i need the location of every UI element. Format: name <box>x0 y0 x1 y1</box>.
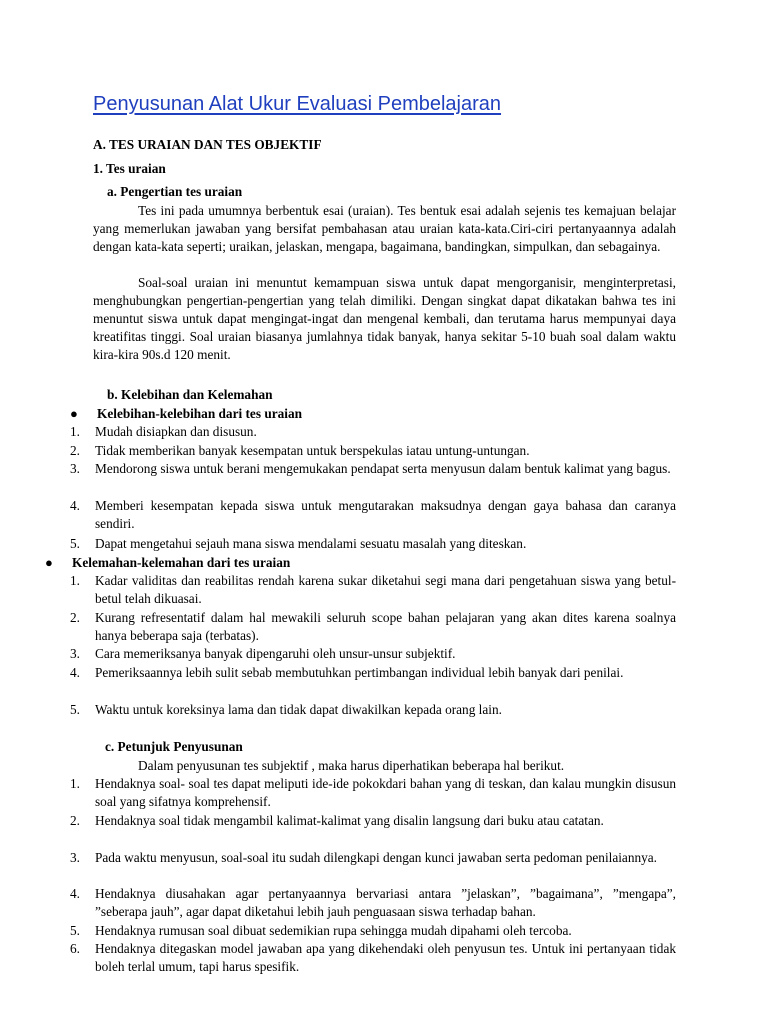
subheading-petunjuk: c. Petunjuk Penyusunan <box>105 739 243 754</box>
bullet-icon: ● <box>70 406 78 421</box>
list-item <box>70 645 676 663</box>
list-text: Waktu untuk koreksinya lama dan tidak dapat diwakilkan kepada orang lain. <box>95 702 502 717</box>
list-text: Pemeriksaannya lebih sulit sebab membutuhkan pertimbangan individual lebih banyak dari penilai. <box>95 665 624 680</box>
list-item <box>70 423 676 441</box>
bullet-icon: ● <box>45 555 53 570</box>
list-text: Mendorong siswa untuk berani mengemukakan pendapat serta menyusun dalam bentuk kalimat yang bagus. <box>95 461 671 476</box>
list-item <box>70 442 676 460</box>
list-number: 4. <box>70 886 80 901</box>
list-number: 5. <box>70 702 80 717</box>
list-number: 6. <box>70 941 80 956</box>
list-text: Cara memeriksanya banyak dipengaruhi oleh unsur-unsur subjektif. <box>95 646 456 661</box>
list-number: 1. <box>70 573 80 588</box>
list-number: 5. <box>70 536 80 551</box>
document-title: Penyusunan Alat Ukur Evaluasi Pembelajaran <box>93 93 502 115</box>
list-number: 4. <box>70 498 80 513</box>
bullet-kelebihan <box>70 405 302 423</box>
list-number: 1. <box>70 424 80 439</box>
list-number: 1. <box>70 776 80 791</box>
list-text: Pada waktu menyusun, soal-soal itu sudah dilengkapi dengan kunci jawaban serta pedoman penilaiannya. <box>95 850 658 865</box>
list-item <box>70 609 676 645</box>
list-number: 4. <box>70 665 80 680</box>
list-number: 2. <box>70 813 80 828</box>
list-number: 3. <box>70 646 80 661</box>
subheading-pengertian: a. Pengertian tes uraian <box>107 184 243 199</box>
list-item <box>70 497 676 533</box>
list-text: Hendaknya rumusan soal dibuat sedemikian rupa sehingga mudah dipahami oleh tercoba. <box>95 923 572 938</box>
list-text: Kurang refresentatif dalam hal mewakili seluruh scope bahan pelajaran yang akan dites karena soalnya hanya beberapa saja (terbatas). <box>95 610 676 643</box>
list-item <box>70 701 676 719</box>
subheading-tes-uraian: 1. Tes uraian <box>93 161 166 176</box>
section-heading-a: A. TES URAIAN DAN TES OBJEKTIF <box>93 137 322 152</box>
kelebihan-heading: Kelebihan-kelebihan dari tes uraian <box>97 406 303 421</box>
list-number: 3. <box>70 461 80 476</box>
list-text: Memberi kesempatan kepada siswa untuk mengutarakan maksudnya dengan gaya bahasa dan caranya sendiri. <box>95 498 676 531</box>
list-item <box>70 922 676 940</box>
list-item <box>70 572 676 608</box>
list-item <box>70 535 676 553</box>
list-number: 2. <box>70 610 80 625</box>
list-number: 3. <box>70 850 80 865</box>
paragraph-pengertian-1: Tes ini pada umumnya berbentuk esai (uraian). Tes bentuk esai adalah sejenis tes kemajuan belajar yang memerlukan jawaban yang bersifat pembahasan atau uraian kata-kata.Ciri-ciri pertanyaannya adalah dengan kata-kata seperti; uraikan, jelaskan, mengapa, bagaimana, bandingkan, simpulkan, dan sebagainya. <box>93 203 676 254</box>
list-number: 2. <box>70 443 80 458</box>
list-text: Mudah disiapkan dan disusun. <box>95 424 257 439</box>
list-text: Tidak memberikan banyak kesempatan untuk berspekulas iatau untung-untungan. <box>95 443 530 458</box>
bullet-kelemahan <box>45 554 290 572</box>
paragraph-pengertian-2: Soal-soal uraian ini menuntut kemampuan siswa untuk dapat mengorganisir, menginterpretasi, menghubungkan pengertian-pengertian yang telah dimiliki. Dengan singkat dapat dikatakan bahwa tes ini menuntut siswa untuk dapat mengingat-ingat dan mengenal kembali, dan terutama harus mempunyai daya kreatifitas tinggi. Soal uraian biasanya jumlahnya tidak banyak, hanya sekitar 5-10 buah soal dalam waktu kira-kira 90s.d 120 menit. <box>93 275 676 362</box>
list-item <box>70 460 676 478</box>
list-text: Dapat mengetahui sejauh mana siswa mendalami sesuatu masalah yang diteskan. <box>95 536 527 551</box>
list-text: Kadar validitas dan reabilitas rendah karena sukar diketahui segi mana dari pengetahuan siswa yang betul-betul telah dikuasai. <box>95 573 676 606</box>
subheading-kelebihan-kelemahan: b. Kelebihan dan Kelemahan <box>107 387 273 402</box>
list-item <box>70 664 676 682</box>
list-text: Hendaknya diusahakan agar pertanyaannya bervariasi antara ”jelaskan”, ”bagaimana”, ”mengapa”, ”seberapa jauh”, agar dapat diketahui lebih jauh penguasaan siswa terhadap bahan. <box>95 886 676 919</box>
list-item <box>70 885 676 921</box>
list-item <box>70 775 676 811</box>
list-number: 5. <box>70 923 80 938</box>
paragraph-petunjuk-intro: Dalam penyusunan tes subjektif , maka harus diperhatikan beberapa hal berikut. <box>138 758 565 773</box>
list-item <box>70 940 676 976</box>
kelemahan-heading: Kelemahan-kelemahan dari tes uraian <box>72 555 291 570</box>
list-text: Hendaknya soal- soal tes dapat meliputi ide-ide pokokdari bahan yang di teskan, dan kalau mungkin disusun soal yang sifatnya komprehensif. <box>95 776 676 809</box>
list-item <box>70 849 676 867</box>
list-text: Hendaknya ditegaskan model jawaban apa yang dikehendaki oleh penyusun tes. Untuk ini pertanyaan tidak boleh terlal umum, tapi harus spesifik. <box>95 941 676 974</box>
list-item <box>70 812 676 830</box>
list-text: Hendaknya soal tidak mengambil kalimat-kalimat yang disalin langsung dari buku atau catatan. <box>95 813 604 828</box>
